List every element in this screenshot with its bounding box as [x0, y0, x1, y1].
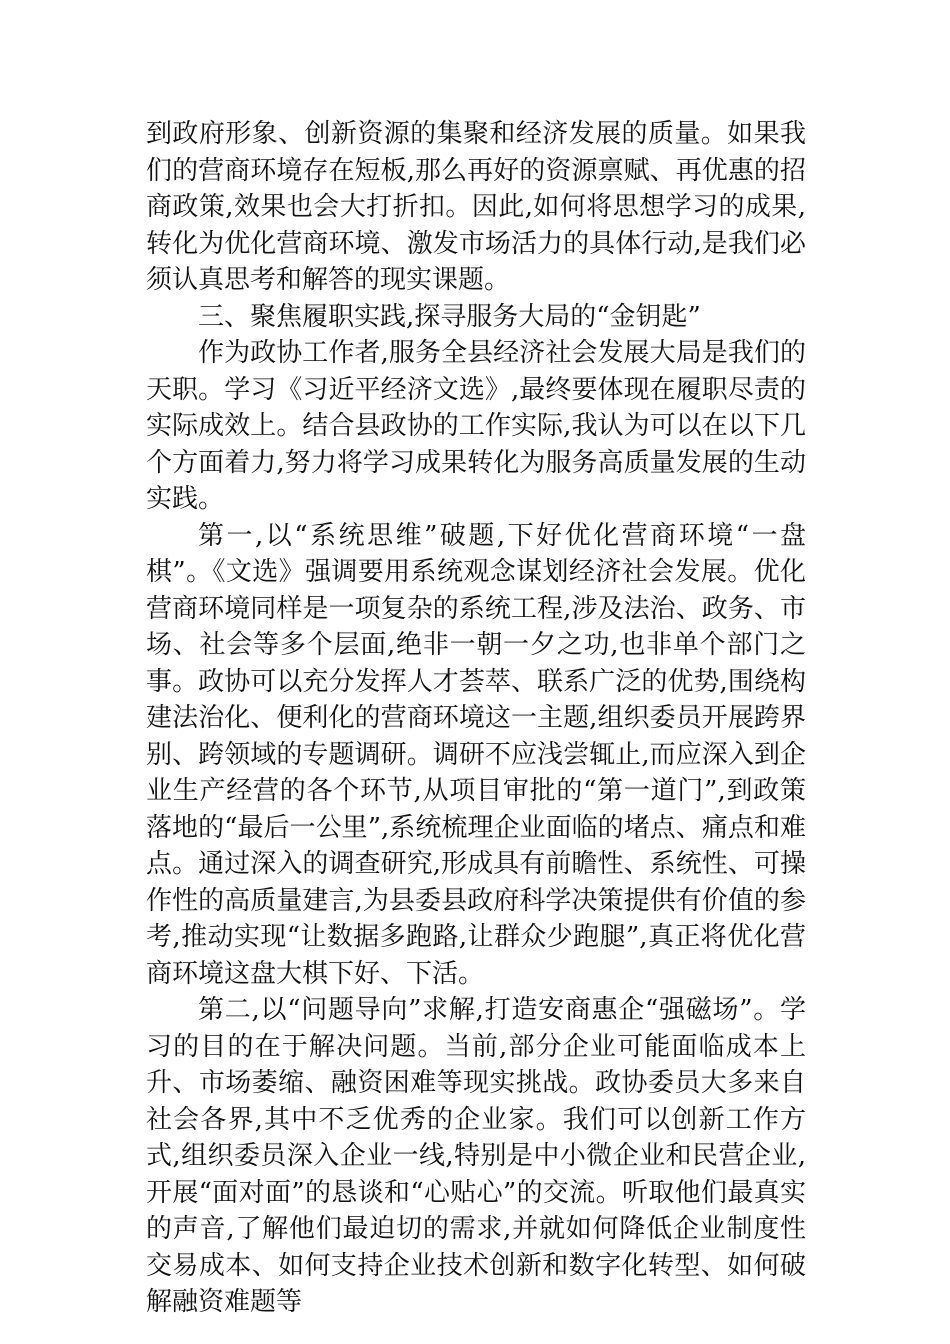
section-heading: 三、聚焦履职实践,探寻服务大局的“金钥匙”: [198, 301, 701, 332]
document-body: [146, 116, 806, 1321]
paragraph-second-point: 第二,以“问题导向”求解,打造安商惠企“强磁场”。学习的目的在于解决问题。当前,部分企业可能面临成本上升、市场萎缩、融资困难等现实挑战。政协委员大多来自社会各界,其中不乏优秀的企业家。我们可以创新工作方式,组织委员深入企业一线,特别是中小微企业和民营企业,开展“面对面”的恳谈和“心贴心”的交流。听取他们最真实的声音,了解他们最迫切的需求,并就如何降低企业制度性交易成本、如何支持企业技术创新和数字化转型、如何破解融资难题等: [146, 995, 806, 1317]
paragraph-first-point: 第一,以“系统思维”破题,下好优化营商环境“一盘棋”。《文选》强调要用系统观念谋划经济社会发展。优化营商环境同样是一项复杂的系统工程,涉及法治、政务、市场、社会等多个层面,绝非一朝一夕之功,也非单个部门之事。政协可以充分发挥人才荟萃、联系广泛的优势,围绕构建法治化、便利化的营商环境这一主题,组织委员开展跨界别、跨领域的专题调研。调研不应浅尝辄止,而应深入到企业生产经营的各个环节,从项目审批的“第一道门”,到政策落地的“最后一公里”,系统梳理企业面临的堵点、痛点和难点。通过深入的调查研究,形成具有前瞻性、系统性、可操作性的高质量建言,为县委县政府科学决策提供有价值的参考,推动实现“让数据多跑路,让群众少跑腿”,真正将优化营商环境这盘大棋下好、下活。: [146, 520, 806, 989]
paragraph-continuation: 到政府形象、创新资源的集聚和经济发展的质量。如果我们的营商环境存在短板,那么再好的资源禀赋、再优惠的招商政策,效果也会大打折扣。因此,如何将思想学习的成果,转化为优化营商环境、激发市场活力的具体行动,是我们必须认真思考和解答的现实课题。: [146, 119, 806, 295]
paragraph-intro: 作为政协工作者,服务全县经济社会发展大局是我们的天职。学习《习近平经济文选》,最终要体现在履职尽责的实际成效上。结合县政协的工作实际,我认为可以在以下几个方面着力,努力将学习成果转化为服务高质量发展的生动实践。: [146, 338, 806, 514]
